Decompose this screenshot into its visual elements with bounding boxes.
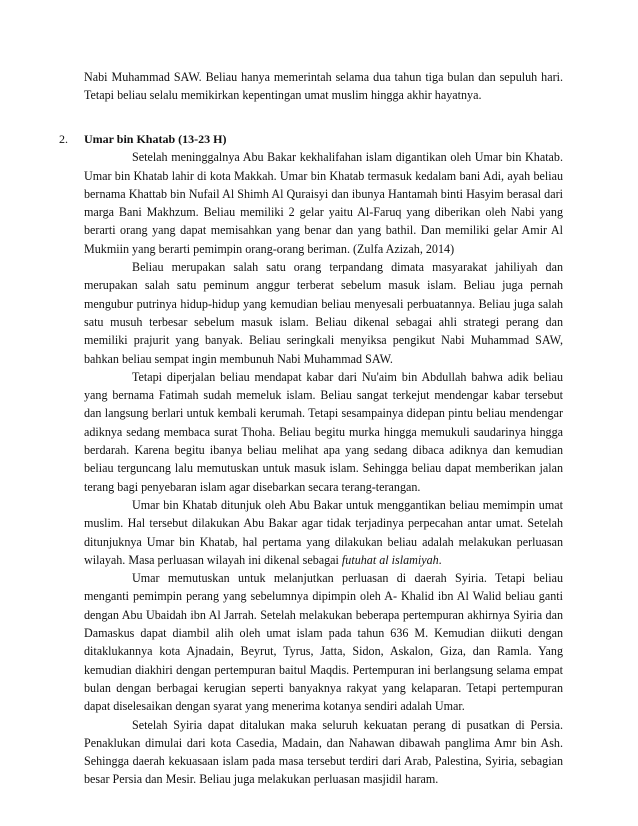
paragraph-4 <box>84 496 563 569</box>
paragraph-5: Umar memutuskan untuk melanjutkan perluasan di daerah Syiria. Tetapi beliau menganti pemimpin perang yang sebelumnya dipimpin oleh A- Khalid ibn Al Walid beliau ganti dengan Abu Ubaidah ibn Al Jarrah. Setelah melakukan beberapa pertempuran akhirnya Syiria dan Damaskus dapat diambil alih oleh umat islam pada tahun 636 M. Kemudian diikuti dengan ditaklukannya kota Ajnadain, Beyrut, Tyrus, Jatta, Sidon, Askalon, Giza, dan Ramla. Yang kemudian diakhiri dengan pertempuran baitul Maqdis. Pertempuran ini berlangsung selama empat bulan dengan berbagai kerugian seperti banyaknya rakyat yang kelaparan. Tetapi pertempuran dapat diselesaikan dengan syarat yang menerima kotanya sendiri adalah Umar. <box>84 571 563 714</box>
paragraph-1: Setelah meninggalnya Abu Bakar kekhalifahan islam digantikan oleh Umar bin Khatab. Umar bin Khatab lahir di kota Makkah. Umar bin Khatab termasuk kedalam bani Adi, ayah beliau bernama Khattab bin Nufail Al Shimh Al Quraisyi dan ibunya Hantamah binti Hasyim berasal dari marga Bani Makhzum. Beliau memiliki 2 gelar yaitu Al-Faruq yang diberikan oleh Nabi yang berarti orang yang dapat memisahkan yang benar dan yang bathil. Dan memiliki gelar Amir Al Mukmiin yang berarti pemimpin orang-orang beriman. (Zulfa Azizah, 2014) <box>84 150 563 256</box>
section-heading <box>59 130 563 148</box>
section-title: Umar bin Khatab (13-23 H) <box>84 132 227 146</box>
paragraph-4-end: . <box>438 552 442 567</box>
paragraph-4-italic-term: futuhat al islamiyah <box>341 552 439 567</box>
paragraph-2: Beliau merupakan salah satu orang terpandang dimata masyarakat jahiliyah dan merupakan salah satu peminum anggur terberat sebelum masuk islam. Beliau juga pernah mengubur putrinya hidup-hidup yang kemudian beliau menyesali perbuatannya. Beliau juga salah satu musuh terbesar sebelum masuk islam. Beliau dikenal sebagai ahli strategi perang dan memiliki prajurit yang banyak. Beliau seringkali menyiksa pengikut Nabi Muhammad SAW, bahkan beliau sempat ingin membunuh Nabi Muhammad SAW. <box>84 260 563 366</box>
section-number: 2. <box>59 132 68 146</box>
paragraph-3: Tetapi diperjalan beliau mendapat kabar dari Nu'aim bin Abdullah bahwa adik beliau yang bernama Fatimah sudah memeluk islam. Beliau sangat terkejut mendengar kabar tersebut dan langsung berlari untuk kembali kerumah. Tetapi sesampainya didepan pintu beliau mendengar adiknya sedang membaca surat Thoha. Beliau begitu murka hingga memukuli saudarinya hingga berdarah. Karena begitu ibanya beliau melihat apa yang sedang dibaca adiknya dan kemudian beliau terguncang lalu memutuskan untuk masuk islam. Sehingga beliau dapat memberikan jalan terang bagi penyebaran islam agar disebarkan secara terang-terangan. <box>84 369 563 494</box>
paragraph-4-text: Umar bin Khatab ditunjuk oleh Abu Bakar untuk menggantikan beliau memimpin umat muslim. Hal tersebut dilakukan Abu Bakar agar tidak terjadinya perpecahan antar umat. Setelah ditunjuknya Umar bin Khatab, hal pertama yang dilakukan beliau adalah melakukan perluasan wilayah. Masa perluasan wilayah ini dikenal sebagai <box>84 497 563 567</box>
intro-paragraph-block <box>84 68 563 105</box>
paragraph-6: Setelah Syiria dapat ditalukan maka seluruh kekuatan perang di pusatkan di Persia. Penaklukan dimulai dari kota Casedia, Madain, dan Nahawan dibawah panglima Amr bin Ash. Sehingga daerah kekuasaan islam pada masa tersebut terdiri dari Arab, Palestina, Syiria, sebagian besar Persia dan Mesir. Beliau juga melakukan perluasan masjidil haram. <box>84 717 563 787</box>
section-umar-bin-khatab <box>59 130 563 789</box>
intro-paragraph: Nabi Muhammad SAW. Beliau hanya memerintah selama dua tahun tiga bulan dan sepuluh hari. Tetapi beliau selalu memikirkan kepentingan umat muslim hingga akhir hayatnya. <box>84 70 563 103</box>
